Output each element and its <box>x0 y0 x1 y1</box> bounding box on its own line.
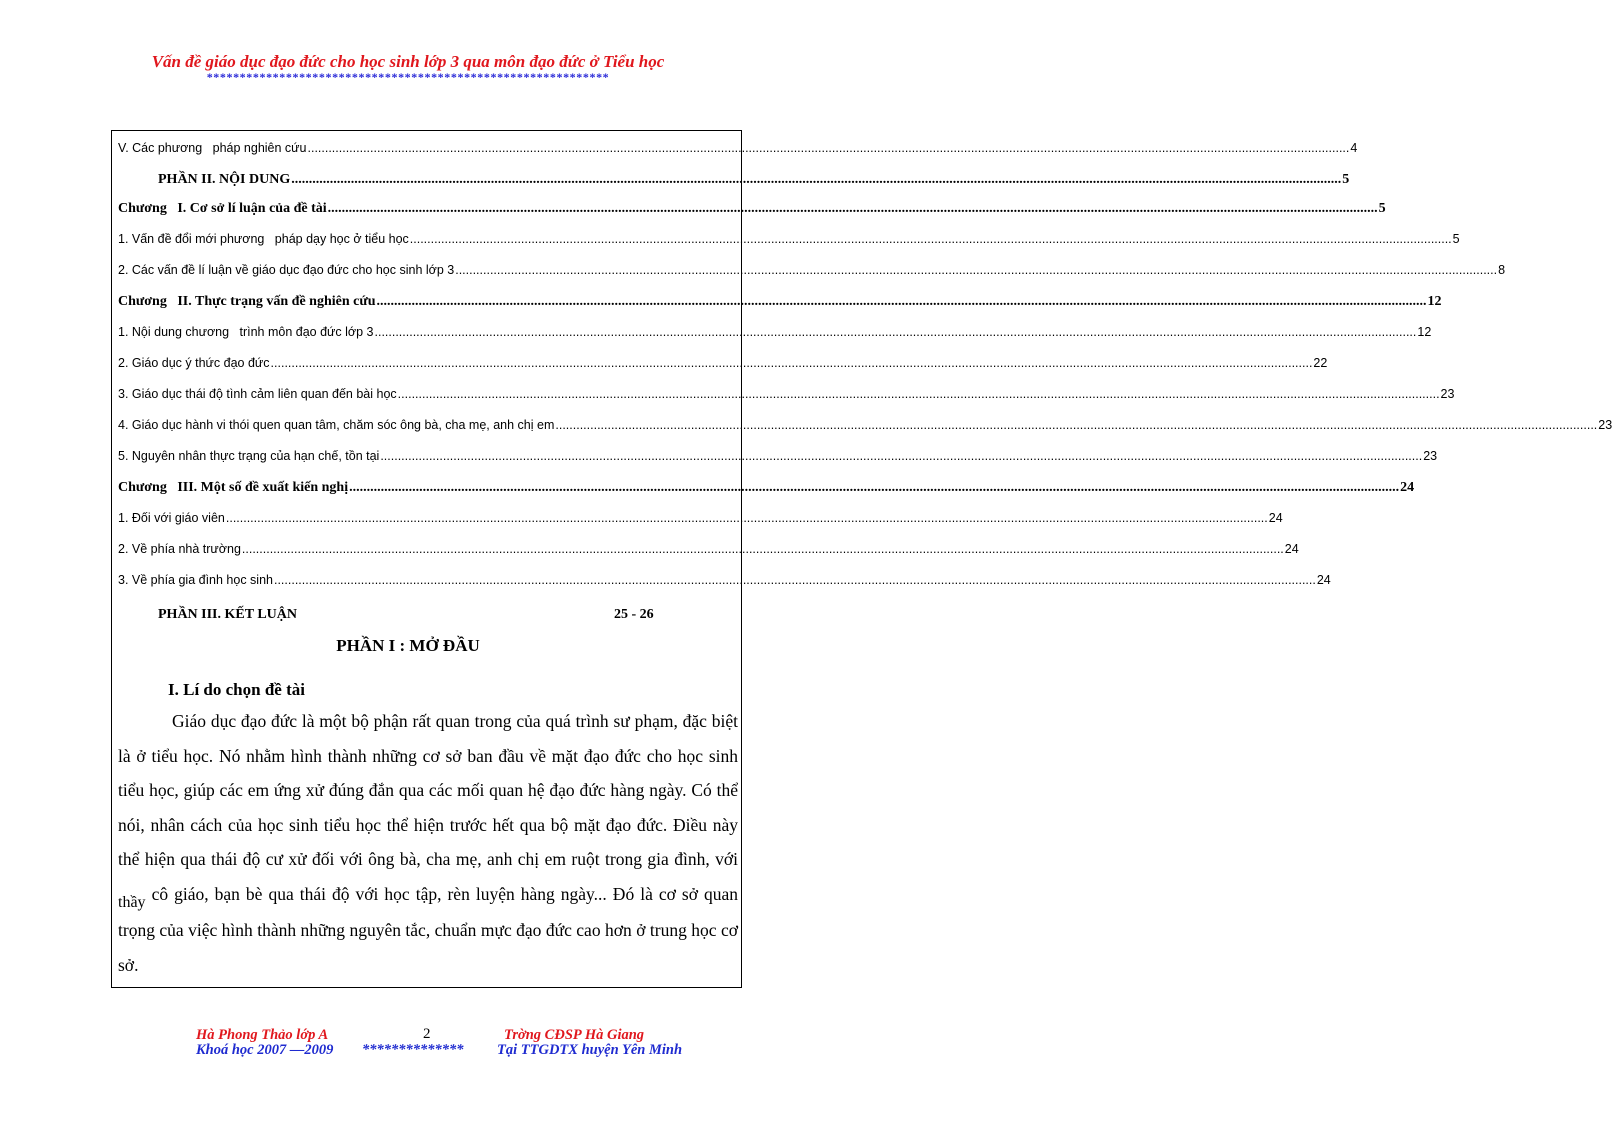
toc-entry-page: 24 <box>1316 573 1331 587</box>
toc-leader-dots: ............................................................................................................................................................................................................................................................................................................ <box>307 141 1350 155</box>
toc-entry-label: V. Các phương pháp nghiên cứu <box>118 141 307 155</box>
toc-entry-label: 1. Đối với giáo viên <box>118 511 225 525</box>
toc-entry-page: 23 <box>1598 418 1612 432</box>
toc-entry <box>118 542 1299 560</box>
toc-leader-dots: ............................................................................................................................................................................................................................................................................................................ <box>241 542 1284 556</box>
toc-conclusion-label: PHẦN III. KẾT LUẬN <box>158 607 297 622</box>
toc-entry <box>118 387 1455 405</box>
toc-entry-page: 12 <box>1417 325 1432 339</box>
footer-school: Trờng CĐSP Hà Giang <box>504 1027 645 1043</box>
toc-entry-page: 24 <box>1284 542 1299 556</box>
footer-stars: ************** <box>362 1042 464 1058</box>
toc-entry-label: 1. Vấn đề đổi mới phương pháp dạy học ở tiểu học <box>118 232 409 246</box>
toc-entry <box>118 294 1442 312</box>
toc-entry-label: 2. Giáo dục ý thức đạo đức <box>118 356 270 370</box>
toc-entry-label: 3. Về phía gia đình học sinh <box>118 573 273 587</box>
toc-entry-label: 5. Nguyên nhân thực trạng của hạn chế, tồn tại <box>118 449 380 463</box>
toc-entry-label: Chương III. Một số đề xuất kiến nghị <box>118 480 349 495</box>
toc-entry-label: 3. Giáo dục thái độ tình cảm liên quan đến bài học <box>118 387 397 401</box>
paragraph-subscript-word: thầy <box>118 893 146 911</box>
toc-entry <box>118 263 1506 281</box>
toc-entry-page: 24 <box>1268 511 1283 525</box>
toc-entry-page: 5 <box>1342 172 1350 187</box>
paragraph-text-before: Giáo dục đạo đức là một bộ phận rất quan trong của quá trình sư phạm, đặc biệt là ở tiểu học. Nó nhằm hình thành những cơ sở ban đầu về mặt đạo đức cho học sinh tiểu học, giúp các em ứng xử đúng đắn qua các mối quan hệ đạo đức hàng ngày. Có thể nói, nhân cách của học sinh tiểu học thể hiện trước hết qua bộ mặt đạo đức. Điều này thể hiện qua thái độ cư xử đối với ông bà, cha mẹ, anh chị em ruột trong gia đình, với <box>118 711 738 869</box>
toc-conclusion-pages: 25 - 26 <box>614 607 654 622</box>
toc-leader-dots: ............................................................................................................................................................................................................................................................................................................ <box>409 232 1452 246</box>
toc-leader-dots: ............................................................................................................................................................................................................................................................................................................ <box>455 263 1498 277</box>
toc-leader-dots: ............................................................................................................................................................................................................................................................................................................ <box>397 387 1440 401</box>
toc-leader-dots: ............................................................................................................................................................................................................................................................................................................ <box>327 201 1378 216</box>
page-number: 2 <box>423 1026 431 1042</box>
toc-entry <box>118 141 1358 159</box>
footer-location: Tại TTGDTX huyện Yên Minh <box>497 1042 683 1058</box>
toc-entry-page: 5 <box>1378 201 1386 216</box>
section-heading: I. Lí do chọn đề tài <box>168 680 305 699</box>
toc-entry <box>118 356 1328 374</box>
toc-entry-page: 4 <box>1350 141 1358 155</box>
toc-entry-page: 23 <box>1423 449 1438 463</box>
paragraph-text-after: cô giáo, bạn bè qua thái độ với học tập, rèn luyện hàng ngày... Đó là cơ sở quan trọng của việc hình thành những nguyên tắc, chuẩn mực đạo đức cao hơn ở trung học cơ sở. <box>118 883 739 975</box>
toc-entry <box>118 511 1283 529</box>
toc-entry-page: 8 <box>1498 263 1506 277</box>
toc-entry-page: 24 <box>1400 480 1415 495</box>
toc-leader-dots: ............................................................................................................................................................................................................................................................................................................ <box>349 480 1400 495</box>
toc-entry-page: 23 <box>1440 387 1455 401</box>
toc-entry <box>118 480 1415 498</box>
toc-leader-dots: ............................................................................................................................................................................................................................................................................................................ <box>273 573 1316 587</box>
toc-leader-dots: ............................................................................................................................................................................................................................................................................................................ <box>270 356 1313 370</box>
toc-entry <box>118 325 1432 343</box>
footer-course: Khoá học 2007 —2009 <box>196 1042 334 1058</box>
toc-entry-page: 5 <box>1452 232 1460 246</box>
toc-entry-label: 2. Về phía nhà trường <box>118 542 241 556</box>
toc-entry <box>118 418 1612 436</box>
toc-entry-label: 1. Nội dung chương trình môn đạo đức lớp 3 <box>118 325 374 339</box>
toc-entry <box>118 201 1386 219</box>
toc-entry-label: 2. Các vấn đề lí luận về giáo dục đạo đức cho học sinh lớp 3 <box>118 263 455 277</box>
toc-entry-page: 22 <box>1313 356 1328 370</box>
toc-leader-dots: ............................................................................................................................................................................................................................................................................................................ <box>225 511 1268 525</box>
body-paragraph <box>118 704 738 982</box>
toc-leader-dots: ............................................................................................................................................................................................................................................................................................................ <box>291 172 1342 187</box>
toc-leader-dots: ............................................................................................................................................................................................................................................................................................................ <box>555 418 1598 432</box>
toc-leader-dots: ............................................................................................................................................................................................................................................................................................................ <box>380 449 1423 463</box>
toc-entry-page: 12 <box>1427 294 1442 309</box>
toc-leader-dots: ............................................................................................................................................................................................................................................................................................................ <box>376 294 1427 309</box>
toc-entry <box>118 449 1438 467</box>
toc-entry-label: Chương I. Cơ sở lí luận của đề tài <box>118 201 327 216</box>
toc-entry-label: PHẦN II. NỘI DUNG <box>158 172 291 187</box>
toc-entry-label: Chương II. Thực trạng vấn đề nghiên cứu <box>118 294 376 309</box>
toc-entry-label: 4. Giáo dục hành vi thói quen quan tâm, chăm sóc ông bà, cha mẹ, anh chị em <box>118 418 555 432</box>
toc-leader-dots: ............................................................................................................................................................................................................................................................................................................ <box>374 325 1417 339</box>
document-header-title: Vấn đề giáo dục đạo đức cho học sinh lớp 3 qua môn đạo đức ở Tiểu học <box>151 52 665 71</box>
toc-entry <box>118 232 1460 250</box>
header-star-divider: ************************************************************* <box>206 70 610 84</box>
toc-entry <box>158 172 1350 190</box>
part-title: PHẦN I : MỞ ĐẦU <box>336 636 480 655</box>
toc-entry <box>118 573 1331 591</box>
footer-author: Hà Phong Thảo lớp A <box>196 1027 329 1043</box>
